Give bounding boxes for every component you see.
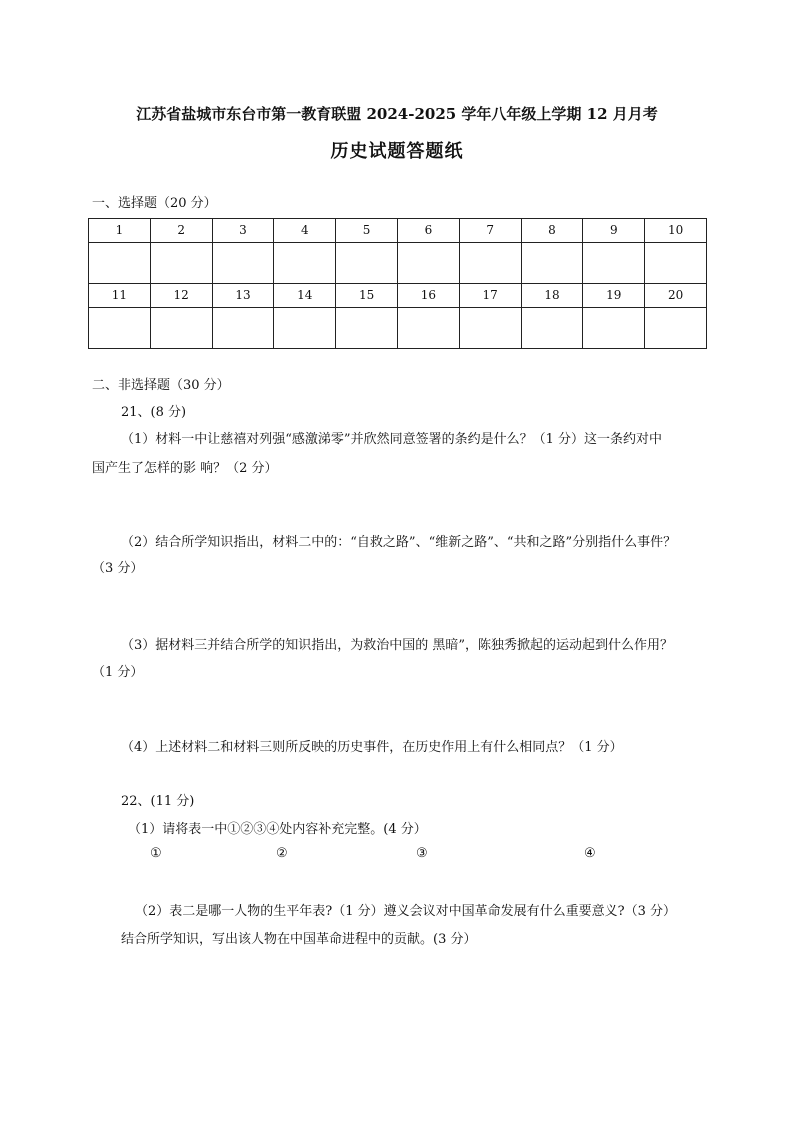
blank-mark-1: ① (150, 846, 162, 861)
grid-number-cell: 5 (336, 219, 398, 243)
answer-cell[interactable] (459, 242, 521, 283)
answer-cell[interactable] (645, 307, 707, 348)
answer-cell[interactable] (150, 242, 212, 283)
section-1-label: 一、选择题（20 分） (92, 196, 217, 211)
grid-number-cell: 9 (583, 219, 645, 243)
grid-number-cell: 4 (274, 219, 336, 243)
question-22-part-2-line-1: （2）表二是哪一人物的生平年表?（1 分）遵义会议对中国革命发展有什么重要意义?（3 分） (135, 904, 677, 919)
answer-cell[interactable] (336, 307, 398, 348)
answer-sheet-title: 历史试题答题纸 (330, 141, 464, 162)
grid-number-cell: 13 (212, 283, 274, 307)
answer-cell[interactable] (645, 242, 707, 283)
answer-cell[interactable] (583, 242, 645, 283)
answer-cell[interactable] (89, 307, 151, 348)
question-22-part-1-line-1: （1）请将表一中①②③④处内容补充完整。(4 分） (128, 822, 427, 837)
blank-mark-4: ④ (584, 846, 596, 861)
question-21-part-1-line-2: 国产生了怎样的影 响？（2 分） (92, 461, 278, 476)
answer-cell[interactable] (274, 307, 336, 348)
grid-number-row-1 (89, 219, 707, 243)
grid-number-cell: 1 (89, 219, 151, 243)
question-21-part-2-line-2: （3 分） (92, 561, 144, 576)
question-22-part-2-line-2: 结合所学知识，写出该人物在中国革命进程中的贡献。(3 分） (121, 932, 477, 947)
exam-title: 江苏省盐城市东台市第一教育联盟 2024-2025 学年八年级上学期 12 月月考 (136, 105, 658, 123)
question-21-part-1-line-1: （1）材料一中让慈禧对列强“感激涕零”并欣然同意签署的条约是什么？（1 分）这一条约对中 (121, 432, 662, 447)
grid-number-cell: 7 (459, 219, 521, 243)
grid-number-cell: 10 (645, 219, 707, 243)
answer-cell[interactable] (212, 242, 274, 283)
grid-number-cell: 14 (274, 283, 336, 307)
blank-mark-3: ③ (416, 846, 428, 861)
grid-number-cell: 17 (459, 283, 521, 307)
answer-cell[interactable] (397, 307, 459, 348)
question-21-part-3-line-1: （3）据材料三并结合所学的知识指出，为救治中国的 黑暗”，陈独秀掀起的运动起到什么作用？ (121, 638, 674, 653)
answer-cell[interactable] (521, 307, 583, 348)
grid-answer-row-1 (89, 242, 707, 283)
grid-number-cell: 12 (150, 283, 212, 307)
answer-cell[interactable] (336, 242, 398, 283)
grid-number-cell: 18 (521, 283, 583, 307)
answer-cell[interactable] (459, 307, 521, 348)
answer-cell[interactable] (274, 242, 336, 283)
grid-number-cell: 16 (397, 283, 459, 307)
choice-answer-grid (88, 218, 707, 349)
grid-number-cell: 15 (336, 283, 398, 307)
section-2-label: 二、非选择题（30 分） (92, 378, 230, 393)
grid-number-cell: 11 (89, 283, 151, 307)
blank-mark-2: ② (276, 846, 288, 861)
answer-cell[interactable] (521, 242, 583, 283)
answer-cell[interactable] (89, 242, 151, 283)
grid-number-cell: 2 (150, 219, 212, 243)
grid-answer-row-2 (89, 307, 707, 348)
grid-number-row-2 (89, 283, 707, 307)
question-21-part-2-line-1: （2）结合所学知识指出，材料二中的：“自救之路”、“维新之路”、“共和之路”分别指什么事件？ (121, 535, 677, 550)
answer-cell[interactable] (397, 242, 459, 283)
grid-number-cell: 20 (645, 283, 707, 307)
grid-number-cell: 6 (397, 219, 459, 243)
question-21-heading: 21、(8 分) (121, 405, 187, 420)
question-21-part-3-line-2: （1 分） (92, 665, 144, 680)
answer-cell[interactable] (212, 307, 274, 348)
answer-cell[interactable] (150, 307, 212, 348)
grid-number-cell: 3 (212, 219, 274, 243)
grid-number-cell: 8 (521, 219, 583, 243)
grid-number-cell: 19 (583, 283, 645, 307)
answer-cell[interactable] (583, 307, 645, 348)
question-21-part-4-line-1: （4）上述材料二和材料三则所反映的历史事件，在历史作用上有什么相同点？（1 分） (121, 740, 623, 755)
question-22-heading: 22、(11 分) (121, 794, 195, 809)
